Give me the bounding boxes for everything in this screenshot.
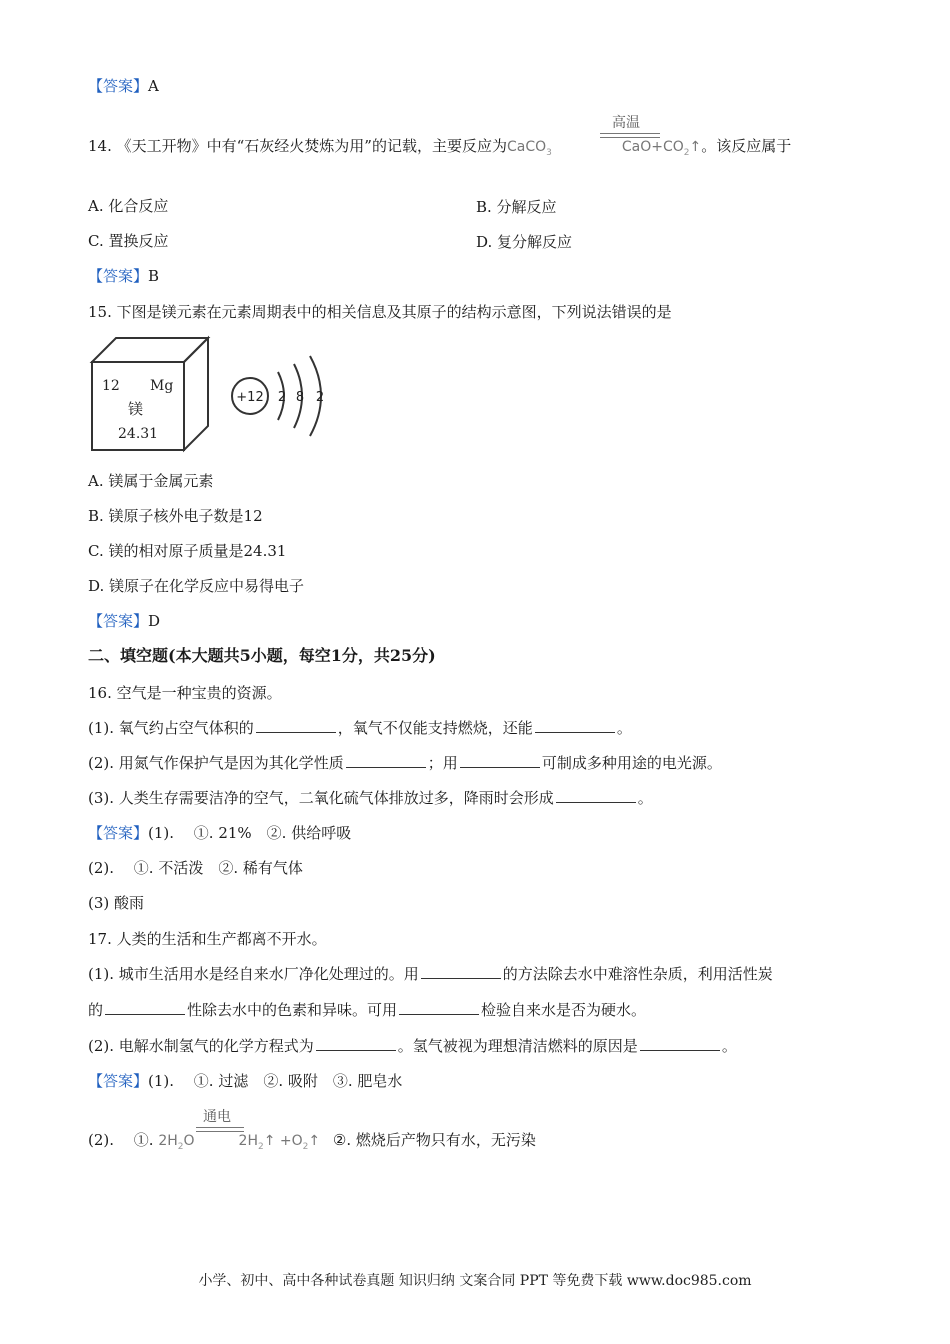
q14-option-a: A. 化合反应 [88,197,169,215]
q17-answer-2 [88,1130,536,1157]
shell-count-2: 8 [295,390,305,405]
q15-answer [88,611,160,631]
text: ，氧气不仅能支持燃烧，还能 [337,719,533,737]
q14-condition: 高温 [612,115,640,131]
text: 。氢气被视为理想清洁燃料的原因是 [397,1037,638,1055]
text: (1). 氧气约占空气体积的 [88,719,254,737]
answer-tag: 【答案】 [88,1072,149,1090]
q15-option-b: B. 镁原子核外电子数是12 [88,507,263,525]
answer-value: B [148,267,160,285]
blank [256,718,336,733]
q17-equals-bar [196,1127,244,1132]
q17-equation [158,1133,321,1152]
eq-left-sub: 2 [177,1142,184,1152]
answer-text: (1). ①. 21% ②. 供给呼吸 [148,824,352,842]
q17-part-1b [88,1000,646,1020]
eq-arrow-1: ↑ [263,1133,276,1149]
text: (2). 用氮气作保护气是因为其化学性质 [88,754,344,772]
q16-part-1 [88,718,632,738]
q14-equation-right [621,139,702,158]
text: 的方法除去水中难溶性杂质，利用活性炭 [502,965,773,983]
q17-condition: 通电 [203,1109,231,1125]
eq-left: CaCO [506,139,547,155]
q14-equals-bar [600,133,660,138]
q14-equation-left [506,139,552,158]
answer-text: (1). ①. 过滤 ②. 吸附 ③. 肥皂水 [148,1072,403,1090]
eq-left: 2H [158,1133,178,1149]
answer-tag: 【答案】 [88,267,149,285]
element-mass: 24.31 [118,426,159,442]
eq-right-1-sub: 2 [257,1142,264,1152]
blank [556,788,636,803]
text: (3). 人类生存需要洁净的空气，二氧化硫气体排放过多，降雨时会形成 [88,789,554,807]
q16-answer-2: (2). ①. 不活泼 ②. 稀有气体 [88,859,303,877]
q15-option-d: D. 镁原子在化学反应中易得电子 [88,577,305,595]
eq-plus: +O [279,1133,303,1149]
blank [346,753,426,768]
q16-answer-1 [88,823,351,843]
answer-tag: 【答案】 [88,824,149,842]
q14-option-d: D. 复分解反应 [476,233,573,251]
q14-text-after: 。该反应属于 [701,137,792,155]
element-name: 镁 [128,400,144,418]
eq-right-1: 2H [238,1133,258,1149]
q17-answer-1 [88,1071,402,1091]
section-heading: 二、填空题(本大题共5小题，每空1分，共25分) [88,646,436,665]
text: 检验自来水是否为硬水。 [481,1001,647,1019]
blank [399,1000,479,1015]
eq-right-2-sub: 2 [302,1142,309,1152]
q17-stem: 17. 人类的生活和生产都离不开水。 [88,930,327,948]
answer-value: D [148,612,161,630]
eq-left-sub: 3 [546,148,552,158]
q17-part-2 [88,1036,737,1056]
answer-tag: 【答案】 [88,612,149,630]
q14-question [88,136,791,163]
q14-text-before: 14. 《天工开物》中有“石灰经火焚炼为用”的记载，主要反应为 [88,137,507,155]
q15-figure [88,334,338,454]
text: 性除去水中的色素和异味。可用 [187,1001,398,1019]
q15-option-c: C. 镁的相对原子质量是24.31 [88,542,287,560]
q15-question: 15. 下图是镁元素在元素周期表中的相关信息及其原子的结构示意图，下列说法错误的是 [88,303,672,321]
element-symbol: Mg [150,378,174,394]
answer-value: A [148,77,159,95]
q16-stem: 16. 空气是一种宝贵的资源。 [88,684,282,702]
q13-answer [88,76,159,96]
eq-arrow: ↑ [689,139,702,155]
eq-right-sub: 2 [683,148,690,158]
eq-right: CaO+CO [621,139,684,155]
text: ；用 [427,754,458,772]
element-number: 12 [102,378,120,394]
blank [105,1000,185,1015]
answer-text: ②. 燃烧后产物只有水，无污染 [332,1131,536,1149]
text: (1). 城市生活用水是经自来水厂净化处理过的。用 [88,965,419,983]
blank [640,1036,720,1051]
text: 。 [637,789,653,807]
atom-nucleus-charge: +12 [236,390,264,405]
page-footer: 小学、初中、高中各种试卷真题 知识归纳 文案合同 PPT 等免费下载 www.doc985.com [198,1273,752,1289]
q14-option-c: C. 置换反应 [88,232,169,250]
blank [421,964,501,979]
text: 。 [721,1037,737,1055]
q16-part-2 [88,753,722,773]
q17-part-1a [88,964,773,984]
blank [535,718,615,733]
eq-arrow-2: ↑ [308,1133,321,1149]
q15-option-a: A. 镁属于金属元素 [88,472,214,490]
q14-option-b: B. 分解反应 [476,198,557,216]
answer-text: (2). ①. [88,1131,154,1149]
text: (2). 电解水制氢气的化学方程式为 [88,1037,314,1055]
q14-answer [88,266,159,286]
text: 的 [88,1001,104,1019]
q16-part-3 [88,788,653,808]
shell-count-1: 2 [277,390,287,405]
q16-answer-3: (3) 酸雨 [88,894,145,912]
blank [316,1036,396,1051]
blank [460,753,540,768]
shell-count-3: 2 [315,390,325,405]
text: 可制成多种用途的电光源。 [541,754,722,772]
eq-left-tail: O [183,1133,195,1149]
answer-tag: 【答案】 [88,77,149,95]
text: 。 [616,719,632,737]
